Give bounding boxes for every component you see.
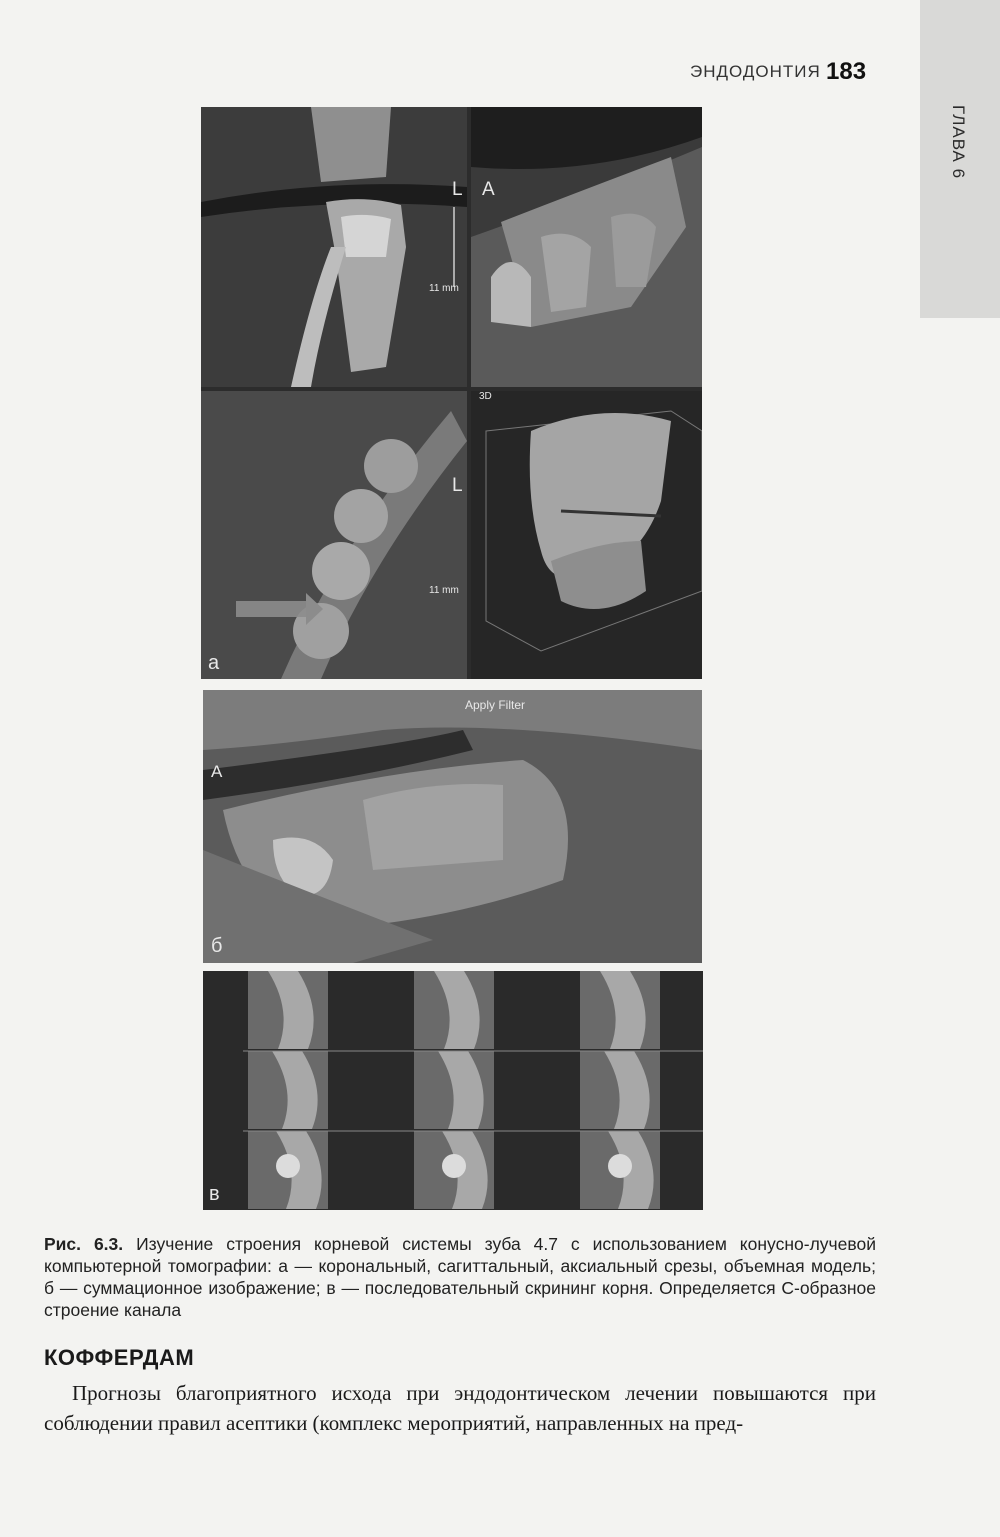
letter-l-2: L — [452, 475, 463, 496]
letter-l-1: L — [452, 179, 463, 200]
chapter-tab-label: ГЛАВА 6 — [949, 105, 968, 180]
figure-panel-b — [203, 690, 702, 963]
section-heading: КОФФЕРДАМ — [44, 1345, 195, 1370]
letter-a-summation: A — [211, 762, 223, 781]
cbct-3d-model-image — [471, 391, 702, 679]
panel-label-a: а — [208, 652, 220, 674]
screening-root-section — [442, 1154, 466, 1178]
page-number: 183 — [826, 58, 867, 85]
screening-root-section — [276, 1154, 300, 1178]
caption-prefix: Рис. 6.3. — [44, 1234, 124, 1254]
panel-label-b: б — [211, 935, 223, 957]
cbct-sagittal-image — [471, 107, 702, 387]
cbct-coronal-image — [201, 107, 467, 387]
scale-label-1: 11 mm — [429, 283, 459, 294]
section-paragraph: Прогнозы благоприятного исхода при эндодонтическом лечении повышаются при соблюдении правил асептики (комплекс мероприятий, направленных на пред- — [44, 1381, 876, 1435]
figure-caption — [44, 1233, 876, 1321]
summation-image — [203, 690, 702, 963]
scale-label-2: 11 mm — [429, 585, 459, 596]
panel-label-c: в — [209, 1183, 220, 1205]
filter-text: Apply Filter — [465, 698, 526, 712]
caption-text: Изучение строения корневой системы зуба 4.7 с использованием конусно-лучевой компьютерной томографии: а — корональный, сагиттальный, аксиальный срезы, объемная модель; б — суммационное изображение; в — последовательный скрининг корня. Определяется С-образное строение канала — [44, 1234, 877, 1320]
screening-root-section — [608, 1154, 632, 1178]
screening-grid-image — [203, 971, 703, 1210]
figure-panel-c — [203, 971, 703, 1210]
tag-3d: 3D — [479, 391, 492, 402]
figure-panel-a — [201, 107, 702, 679]
chapter-tab — [920, 0, 1000, 318]
letter-a-sagittal: A — [482, 179, 495, 200]
cbct-axial-image — [201, 391, 467, 679]
running-head: ЭНДОДОНТИЯ — [690, 62, 821, 81]
